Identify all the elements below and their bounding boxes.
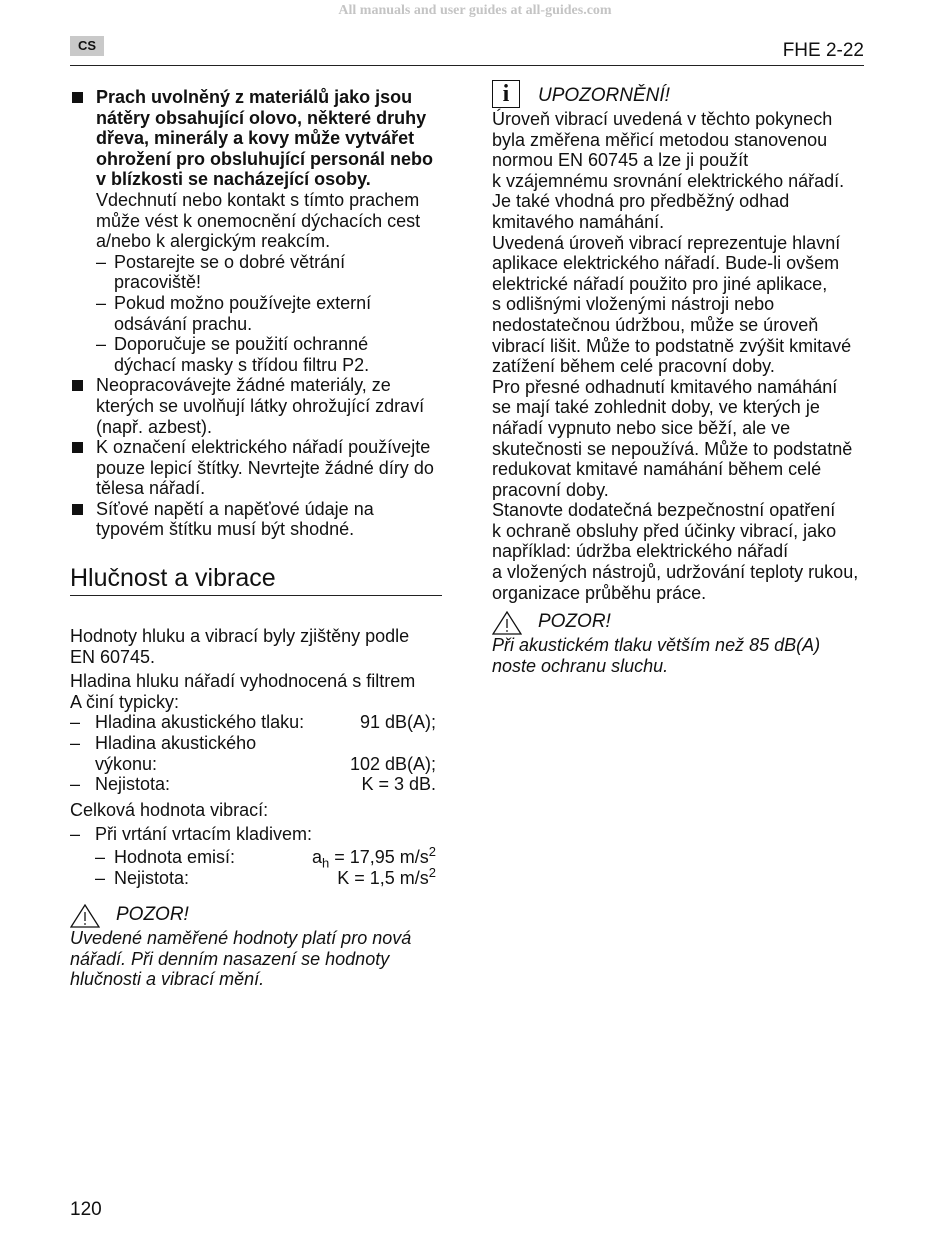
dash-item xyxy=(70,252,442,293)
bullet-square-icon xyxy=(72,504,83,515)
page-number: 120 xyxy=(70,1199,102,1220)
uncertainty-value xyxy=(337,864,436,889)
spec-label: Hodnota emisí: xyxy=(114,847,236,867)
warning-line: nářadí. Při denním nasazení se hodnoty xyxy=(70,948,390,969)
drilling-label: Při vrtání vrtacím kladivem: xyxy=(95,824,313,845)
noise-spec-row xyxy=(70,712,442,733)
emission-superscript: 2 xyxy=(428,844,436,859)
warning-heading xyxy=(492,611,864,635)
bullet-bold-line: Prach uvolněný z materiálů jako jsou xyxy=(96,87,413,107)
dash-line: Doporučuje se použití ochranné xyxy=(114,334,369,355)
drilling-row xyxy=(70,824,442,845)
bullet-square-icon xyxy=(72,380,83,391)
dash-line: Postarejte se o dobré větrání xyxy=(114,251,346,272)
info-line: normou EN 60745 a lze ji použít xyxy=(492,150,749,171)
paragraph xyxy=(70,671,442,712)
info-line: například: údržba elektrického nářadí xyxy=(492,541,789,562)
warning-line: hlučnosti a vibrací mění. xyxy=(70,969,265,990)
bullet-bold-line: ohrožení pro obsluhující personál nebo xyxy=(96,148,434,169)
uncertainty-number: K = 1,5 m/s xyxy=(337,867,429,888)
paragraph-line: EN 60745. xyxy=(70,646,156,667)
info-line: skutečnosti se nepoužívá. Může to podstatně xyxy=(492,438,853,459)
bullet-line: kterých se uvolňují látky ohrožující zdraví xyxy=(96,395,425,416)
paragraph-line: Hodnoty hluku a vibrací byly zjištěny podle xyxy=(70,626,410,647)
dash-mark: – xyxy=(70,712,81,733)
bullet-line: K označení elektrického nářadí používejte xyxy=(96,437,431,458)
bullet-line: Vdechnutí nebo kontakt s tímto prachem xyxy=(96,189,420,210)
dash-item xyxy=(70,334,442,375)
warning-text xyxy=(492,635,864,676)
warning-heading xyxy=(70,904,442,928)
section-title: Hlučnost a vibrace xyxy=(70,563,442,596)
dust-warning-bullet xyxy=(70,87,442,252)
left-column xyxy=(70,87,442,990)
dash-mark: – xyxy=(70,733,81,754)
bullet-item xyxy=(70,437,442,499)
bullet-line: Síťové napětí a napěťové údaje na xyxy=(96,498,374,519)
info-text xyxy=(492,109,864,603)
bullet-bold-line: dřeva, minerály a kovy může vytvářet xyxy=(96,128,415,149)
info-line: aplikace elektrického nářadí. Bude-li ovšem xyxy=(492,253,840,274)
paragraph-line: Hladina hluku nářadí vyhodnocená s filtrem xyxy=(70,671,416,692)
info-line: nářadí vypnuto nebo sice běží, ale ve xyxy=(492,417,791,438)
info-line: redukovat kmitavé namáhání během celé xyxy=(492,459,822,480)
warning-triangle-icon xyxy=(70,904,100,928)
noise-spec-row xyxy=(70,733,442,774)
warning-text xyxy=(70,928,442,990)
dash-mark: – xyxy=(95,867,106,888)
bullet-square-icon xyxy=(72,92,83,103)
uncertainty-superscript: 2 xyxy=(428,864,436,880)
bullet-bold-line: v blízkosti se nacházející osoby. xyxy=(96,169,371,190)
language-badge: CS xyxy=(70,36,104,56)
dash-mark: – xyxy=(96,292,107,313)
header-rule xyxy=(70,65,864,66)
info-icon: i xyxy=(492,80,520,108)
info-line: Úroveň vibrací uvedená v těchto pokynech xyxy=(492,109,833,129)
warning-line: Při akustickém tlaku větším než 85 dB(A) xyxy=(492,635,821,656)
spec-value: 91 dB(A); xyxy=(359,712,436,733)
bullet-line: typovém štítku musí být shodné. xyxy=(96,519,355,540)
info-line: Je také vhodná pro předběžný odhad xyxy=(492,191,790,212)
info-line: nedostatečnou údržbou, může se úroveň xyxy=(492,314,819,335)
info-line: organizace průběhu práce. xyxy=(492,582,707,603)
bullet-line: Neopracovávejte žádné materiály, ze xyxy=(96,375,391,396)
dash-line: odsávání prachu. xyxy=(114,313,253,334)
spec-label: Hladina akustického tlaku: xyxy=(95,712,305,733)
warning-title: POZOR! xyxy=(116,904,189,926)
bullet-line: může vést k onemocnění dýchacích cest xyxy=(96,210,421,231)
dash-item xyxy=(70,293,442,334)
spec-value: K = 3 dB. xyxy=(361,774,436,795)
emission-value xyxy=(311,844,436,871)
info-line: kmitavého namáhání. xyxy=(492,211,665,232)
info-line: zatížení během celé pracovní doby. xyxy=(492,356,775,377)
info-line: s odlišnými vloženými nástroji nebo xyxy=(492,294,775,315)
bullet-line: a/nebo k alergickým reakcím. xyxy=(96,231,331,252)
info-line: se mají také zohlednit doby, ve kterých je xyxy=(492,397,820,418)
uncertainty-row xyxy=(70,864,442,889)
info-line: Pro přesné odhadnutí kmitavého namáhání xyxy=(492,376,838,397)
info-line: Stanovte dodatečná bezpečnostní opatření xyxy=(492,500,836,521)
info-title: UPOZORNĚNÍ! xyxy=(538,85,670,106)
paragraph xyxy=(70,626,442,667)
dash-mark: – xyxy=(95,847,106,867)
spec-label: Nejistota: xyxy=(95,774,171,795)
info-line: Uvedená úroveň vibrací reprezentuje hlavní xyxy=(492,232,841,253)
info-line: vibrací lišit. Může to podstatně zvýšit kmitavé xyxy=(492,335,852,356)
warning-line: noste ochranu sluchu. xyxy=(492,655,669,676)
emission-subscript: h xyxy=(321,855,330,871)
emission-number: = 17,95 m/s xyxy=(329,847,429,867)
bullet-item xyxy=(70,375,442,437)
dash-mark: – xyxy=(96,251,107,272)
bullet-line: pouze lepicí štítky. Nevrtejte žádné díry do xyxy=(96,457,434,478)
dash-mark: – xyxy=(70,774,81,795)
noise-spec-row xyxy=(70,774,442,795)
bullet-line: tělesa nářadí. xyxy=(96,478,206,499)
info-line: elektrické nářadí použito pro jiné aplikace, xyxy=(492,273,828,294)
bullet-line: (např. azbest). xyxy=(96,416,213,437)
dash-line: Pokud možno používejte externí xyxy=(114,292,372,313)
warning-triangle-icon xyxy=(492,611,522,635)
spec-label: výkonu: xyxy=(95,753,158,774)
bullet-square-icon xyxy=(72,442,83,453)
bullet-bold-line: nátěry obsahující olovo, některé druhy xyxy=(96,107,427,128)
document-code: FHE 2-22 xyxy=(782,40,864,61)
dash-line: dýchací masky s třídou filtru P2. xyxy=(114,354,370,375)
info-line: a vložených nástrojů, udržování teploty rukou, xyxy=(492,562,859,583)
info-line: byla změřena měřicí metodou stanovenou xyxy=(492,129,828,150)
bullet-item xyxy=(70,499,442,540)
dash-line: pracoviště! xyxy=(114,272,202,293)
emission-row xyxy=(70,844,442,871)
dash-mark: – xyxy=(70,824,81,845)
paragraph-line: A činí typicky: xyxy=(70,691,180,712)
watermark: All manuals and user guides at all-guides.com xyxy=(338,3,612,18)
warning-title: POZOR! xyxy=(538,611,611,633)
info-line: k vzájemnému srovnání elektrického nářadí. xyxy=(492,170,845,191)
right-column xyxy=(492,81,864,676)
info-line: k ochraně obsluhy před účinky vibrací, jako xyxy=(492,520,837,541)
dash-mark: – xyxy=(96,334,107,355)
warning-line: Uvedené naměřené hodnoty platí pro nová xyxy=(70,928,412,949)
spec-value: 102 dB(A); xyxy=(349,753,436,774)
vibration-total-label: Celková hodnota vibrací: xyxy=(70,799,269,820)
emission-symbol: a xyxy=(311,847,322,867)
info-heading xyxy=(492,81,864,109)
spec-label: Hladina akustického xyxy=(95,733,257,754)
spec-label: Nejistota: xyxy=(114,867,190,888)
info-line: pracovní doby. xyxy=(492,479,609,500)
